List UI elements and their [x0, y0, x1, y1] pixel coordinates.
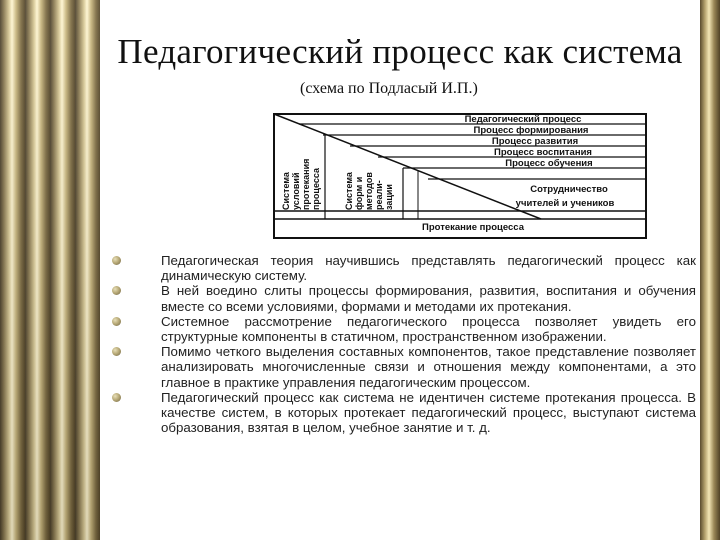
vlabel-2-line-3: методов [364, 172, 374, 210]
slide-subtitle: (схема по Подласый И.П.) [300, 80, 478, 97]
label-cooperation: Сотрудничество [530, 184, 608, 195]
vlabel-2-line-2: форм и [354, 176, 364, 210]
list-item [100, 344, 700, 390]
vlabel-1-line-4: процесса [311, 168, 321, 210]
slide-title: Педагогический процесс как система [117, 32, 683, 71]
bullet-text: Педагогическая теория научившись представлять педагогический процесс как динамическую систему. [161, 253, 696, 284]
label-teaching-process: Процесс обучения [505, 158, 593, 169]
vlabel-1-line-1: Система [281, 172, 291, 210]
bullet-list [100, 253, 700, 435]
vlabel-2-line-1: Система [344, 172, 354, 210]
vlabel-1-line-3: протекания [301, 158, 311, 210]
list-item [100, 314, 700, 344]
decorative-right-border [700, 0, 720, 540]
bullet-text: Системное рассмотрение педагогического процесса позволяет увидеть его структурные компоненты в статичном, пространственном изображении. [161, 313, 696, 345]
bullet-text: Помимо четкого выделения составных компонентов, такое представление позволяет анализировать многочисленные связи и отношения между компонентами, а это главное в практике управления педагогическим процессом. [161, 344, 696, 390]
list-item [100, 253, 700, 283]
decorative-left-border [0, 0, 100, 540]
label-formation-process: Процесс формирования [473, 125, 589, 136]
list-item [100, 283, 700, 313]
bullet-icon [112, 286, 121, 295]
slide-content [100, 0, 700, 540]
vlabel-2-line-4: реали- [374, 180, 384, 210]
pedagogical-process-diagram [273, 113, 647, 239]
vlabel-1-line-2: условий [291, 172, 301, 210]
label-teachers-and-students: учителей и учеников [515, 198, 615, 209]
bullet-text: В ней воедино слиты процессы формирования, развития, воспитания и обучения вместе со всеми условиями, формами и методами их протекания. [161, 283, 696, 314]
bullet-icon [112, 256, 121, 265]
label-pedagogical-process: Педагогический процесс [464, 114, 582, 125]
list-item [100, 390, 700, 436]
label-upbringing-process: Процесс воспитания [494, 147, 592, 158]
label-development-process: Процесс развития [491, 136, 579, 147]
bullet-icon [112, 347, 121, 356]
bullet-text: Педагогический процесс как система не идентичен системе протекания процесса. В качестве систем, в которых протекает педагогический процесс, выступают система образования, взятая в целом, учебное занятие и т. д. [161, 389, 696, 436]
vlabel-2-line-5: зации [384, 184, 394, 210]
bullet-icon [112, 317, 121, 326]
label-process-flow: Протекание процесса [422, 222, 524, 233]
bullet-icon [112, 393, 121, 402]
